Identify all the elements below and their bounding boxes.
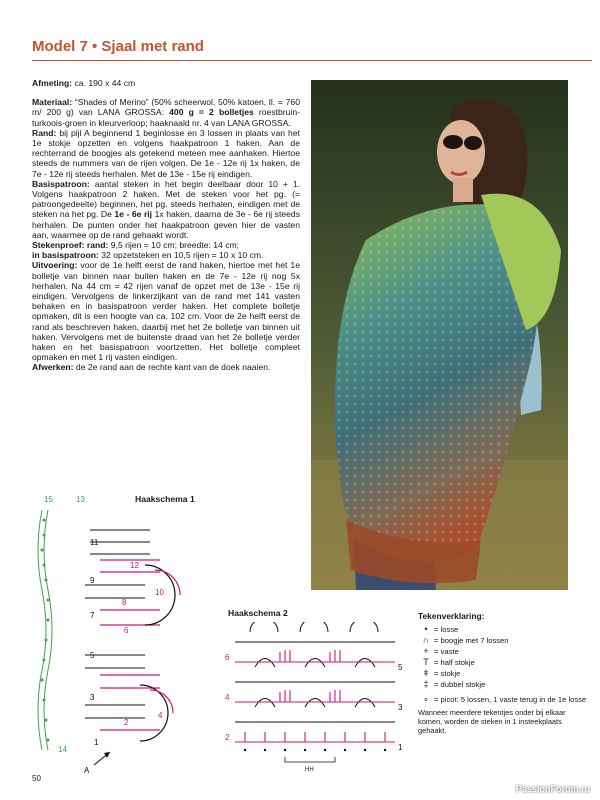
afmeting-label: Afmeting: bbox=[32, 78, 73, 88]
arc-icon: ∩ bbox=[422, 635, 430, 646]
chart2-row-1: 1 bbox=[398, 743, 403, 752]
inbasis-label: in basispatroon: bbox=[32, 250, 99, 261]
chart2-row-5: 5 bbox=[398, 663, 403, 672]
uitvoering-text: voor de 1e helft eerst de rand haken, hiertoe met het 1e bolletje van binnen naar buiten haken en de 7e - 12e rij nog 5x herhalen. Na 44 cm = 42 rijen vanaf de opzet met de 13e - 15e rij eindigen. Vervolgens de linkerzijkant van de rand met 141 vasten behaken en in basispatroon verder haken. Het complete bolletje opmaken, dit is een hoogte van ca. 102 cm. Voor de 2e helft eerst de rand als beschreven haken, daarbij met het 2e bolletje van binnen uit haken. Vervolgens met de buitenste draad van het 2e bolletje verder haken en het basispatroon voortzetten. Het bolletje compleet opmaken en met 1 rij vasten eindigen. bbox=[32, 260, 300, 363]
inbasis-text: 32 opzetsteken en 10,5 rijen = 10 x 10 cm. bbox=[98, 250, 264, 261]
double-dc-icon: ‡ bbox=[423, 679, 429, 690]
chart1-row-6: 6 bbox=[124, 626, 129, 635]
basis-bold: 1e - 6e rij bbox=[114, 209, 153, 220]
site-watermark: PassionForum.ru bbox=[515, 784, 590, 794]
legend-label: = dubbel stokje bbox=[434, 680, 486, 690]
pattern-text bbox=[32, 78, 300, 373]
chart1-green-column bbox=[38, 510, 52, 750]
basis-paragraph bbox=[32, 179, 300, 240]
legend-item bbox=[418, 669, 588, 680]
basis-text-a: aantal steken in het begin deelbaar door 10 + 1. Volgens haakpatroon 2 haken. Met de steken voor het pg. (= patroongedeelte) beginnen, het pg. steeds herhalen, eindigen met de steken na het pg. De bbox=[32, 178, 300, 220]
chart2-row-6: 6 bbox=[225, 653, 230, 662]
chart1-title: Haakschema 1 bbox=[135, 494, 195, 504]
legend-item bbox=[418, 625, 588, 636]
chart1-row-11: 11 bbox=[90, 538, 99, 547]
stekenproef-paragraph bbox=[32, 240, 300, 260]
chart1-row-7: 7 bbox=[90, 611, 95, 620]
chart1-row-15: 15 bbox=[44, 495, 53, 504]
chart1-row-1: 1 bbox=[94, 738, 99, 747]
legend-note: Wanneer meerdere tekentjes onder bij elkaar komen, worden de steken in 1 insteekplaats gehaakt. bbox=[418, 708, 566, 736]
legend-label: = stokje bbox=[434, 669, 461, 679]
chart2-title: Haakschema 2 bbox=[228, 608, 288, 618]
stekenproef-text: 9,5 rijen = 10 cm; breedte: 14 cm; bbox=[108, 240, 240, 251]
legend-item bbox=[418, 695, 588, 705]
chart1-row-2: 2 bbox=[124, 718, 129, 727]
rand-paragraph bbox=[32, 128, 300, 179]
legend-item bbox=[418, 636, 588, 647]
chart2-row-4: 4 bbox=[225, 693, 230, 702]
cross-icon: + bbox=[423, 646, 429, 657]
chart1-row-14: 14 bbox=[58, 745, 67, 754]
rand-label: Rand: bbox=[32, 127, 57, 138]
chain-icon: • bbox=[424, 624, 428, 635]
photo-illustration bbox=[311, 80, 568, 590]
chart2-rows bbox=[235, 622, 395, 762]
chart1-row-13: 13 bbox=[76, 495, 85, 504]
chart1-row-10: 10 bbox=[155, 588, 164, 597]
chart1-row-8: 8 bbox=[122, 598, 127, 607]
materiaal-paragraph bbox=[32, 97, 300, 128]
afwerken-paragraph bbox=[32, 362, 300, 372]
page-title: Model 7 • Sjaal met rand bbox=[32, 38, 204, 55]
legend-item bbox=[418, 680, 588, 691]
picot-icon: ∘ bbox=[423, 693, 429, 704]
rand-text: bij pijl A beginnend 1 beginlosse en 3 lossen in plaats van het 1e stokje opzetten en volgens haakpatroon 1 haken. Aan de rechterrand de boogjes als getekend meteen mee aanhaken. Hiertoe steeds de nummers van de rijen volgen. De 1e - 12e rij 1x haken, de 7e - 12e rij steeds herhalen. Met de 13e - 15e rij eindigen. bbox=[32, 127, 300, 179]
symbol-legend bbox=[418, 612, 588, 735]
legend-heading: Tekenverklaring: bbox=[418, 611, 485, 621]
legend-label: = half stokje bbox=[434, 658, 475, 668]
legend-label: = picot: 5 lossen, 1 vaste terug in de 1e losse bbox=[434, 694, 587, 704]
chart1-green-dots bbox=[41, 519, 50, 742]
uitvoering-paragraph bbox=[32, 260, 300, 362]
page-number: 50 bbox=[32, 774, 41, 783]
model-photo bbox=[311, 80, 568, 590]
arrow-icon bbox=[104, 752, 110, 758]
chart1-row-9: 9 bbox=[90, 576, 95, 585]
chart2-diagram bbox=[225, 622, 410, 772]
materiaal-bold: 400 g = 2 bolletjes bbox=[169, 107, 254, 118]
materiaal-label: Materiaal: bbox=[32, 97, 73, 108]
dc-icon: ǂ bbox=[423, 668, 429, 679]
stekenproef-label: Stekenproef: rand: bbox=[32, 240, 109, 251]
afmeting-value: ca. 190 x 44 cm bbox=[72, 78, 136, 88]
materiaal-text-b: roestbruin-turkoois-groen in kleurverloop; haaknaald nr. 4 van LANA GROSSA. bbox=[32, 107, 300, 128]
basis-text-b: 1x haken, daarna de 3e - 6e rij steeds herhalen. De punten onder het haakpatroon geven hier de vasten aan, waarmee op de rand gehaakt wordt. bbox=[32, 209, 300, 240]
legend-label: = vaste bbox=[434, 647, 459, 657]
half-dc-icon: T bbox=[423, 657, 429, 668]
legend-item bbox=[418, 647, 588, 658]
chart2-row-2: 2 bbox=[225, 733, 230, 742]
chart1-row-5: 5 bbox=[90, 651, 95, 660]
title-rule bbox=[32, 60, 592, 61]
chart2-repeat: HH bbox=[305, 767, 314, 772]
afwerken-text: de 2e rand aan de rechte kant van de doek naaien. bbox=[73, 362, 271, 373]
uitvoering-label: Uitvoering: bbox=[32, 260, 78, 271]
legend-label: = boogje met 7 lossen bbox=[434, 636, 509, 646]
chart1-row-12: 12 bbox=[130, 561, 139, 570]
chart2-row-3: 3 bbox=[398, 703, 403, 712]
chart1-arrow-label: A bbox=[84, 766, 90, 775]
afwerken-label: Afwerken: bbox=[32, 362, 74, 373]
chart1-row-3: 3 bbox=[90, 693, 95, 702]
materiaal-text-a: “Shades of Merino” (50% scheerwol, 50% katoen, ll. = 760 m/ 200 g) van LANA GROSSA: bbox=[32, 97, 300, 118]
afmeting-paragraph bbox=[32, 78, 300, 88]
chart1-row-4: 4 bbox=[158, 711, 163, 720]
legend-label: = losse bbox=[434, 625, 459, 635]
chart1-diagram bbox=[30, 490, 230, 780]
legend-item bbox=[418, 658, 588, 669]
basis-label: Basispatroon: bbox=[32, 178, 90, 189]
